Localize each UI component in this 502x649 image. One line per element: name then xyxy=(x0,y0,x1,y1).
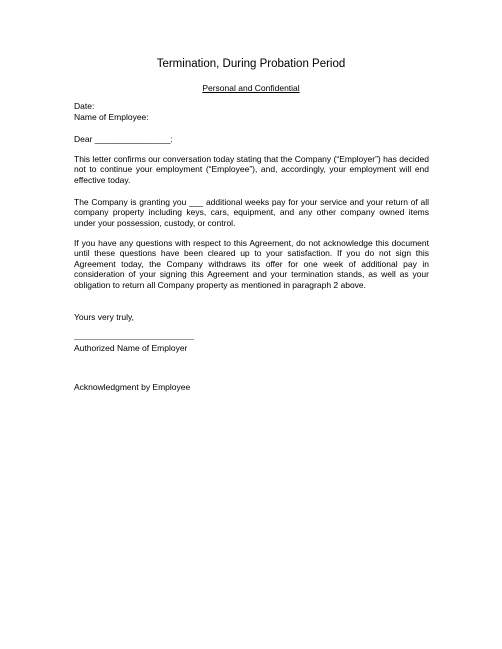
subtitle-text: Personal and Confidential xyxy=(202,83,300,93)
employee-name-field-label: Name of Employee: xyxy=(74,112,149,122)
document-title: Termination, During Probation Period xyxy=(156,58,346,70)
paragraph-severance: The Company is granting you ___ additional weeks pay for your service and your return of all company property including keys, cars, equipment, and any other company owned items under your possession, custody, or control. xyxy=(74,197,429,228)
date-field-label: Date: xyxy=(74,101,95,111)
salutation: Dear ________________: xyxy=(74,134,173,144)
employee-acknowledgment-label: Acknowledgment by Employee xyxy=(74,382,191,392)
paragraph-questions: If you have any questions with respect to this Agreement, do not acknowledge this document until these questions have been cleared up to your satisfaction. If you do not sign this Agreement today, the Company withdraws its offer for one week of additional pay in consideration of your signing this Agreement and your termination stands, as well as your obligation to return all Company property as mentioned in paragraph 2 above. xyxy=(74,238,429,290)
paragraph-conversation: This letter confirms our conversation today stating that the Company (“Employer”) has decided not to continue your employment (“Employee”), and, accordingly, your employment will end effective today. xyxy=(74,154,429,185)
document-subtitle xyxy=(0,83,502,94)
closing: Yours very truly, xyxy=(74,312,134,322)
employer-signature-label: Authorized Name of Employer xyxy=(74,343,188,353)
employer-signature-line xyxy=(74,339,194,340)
